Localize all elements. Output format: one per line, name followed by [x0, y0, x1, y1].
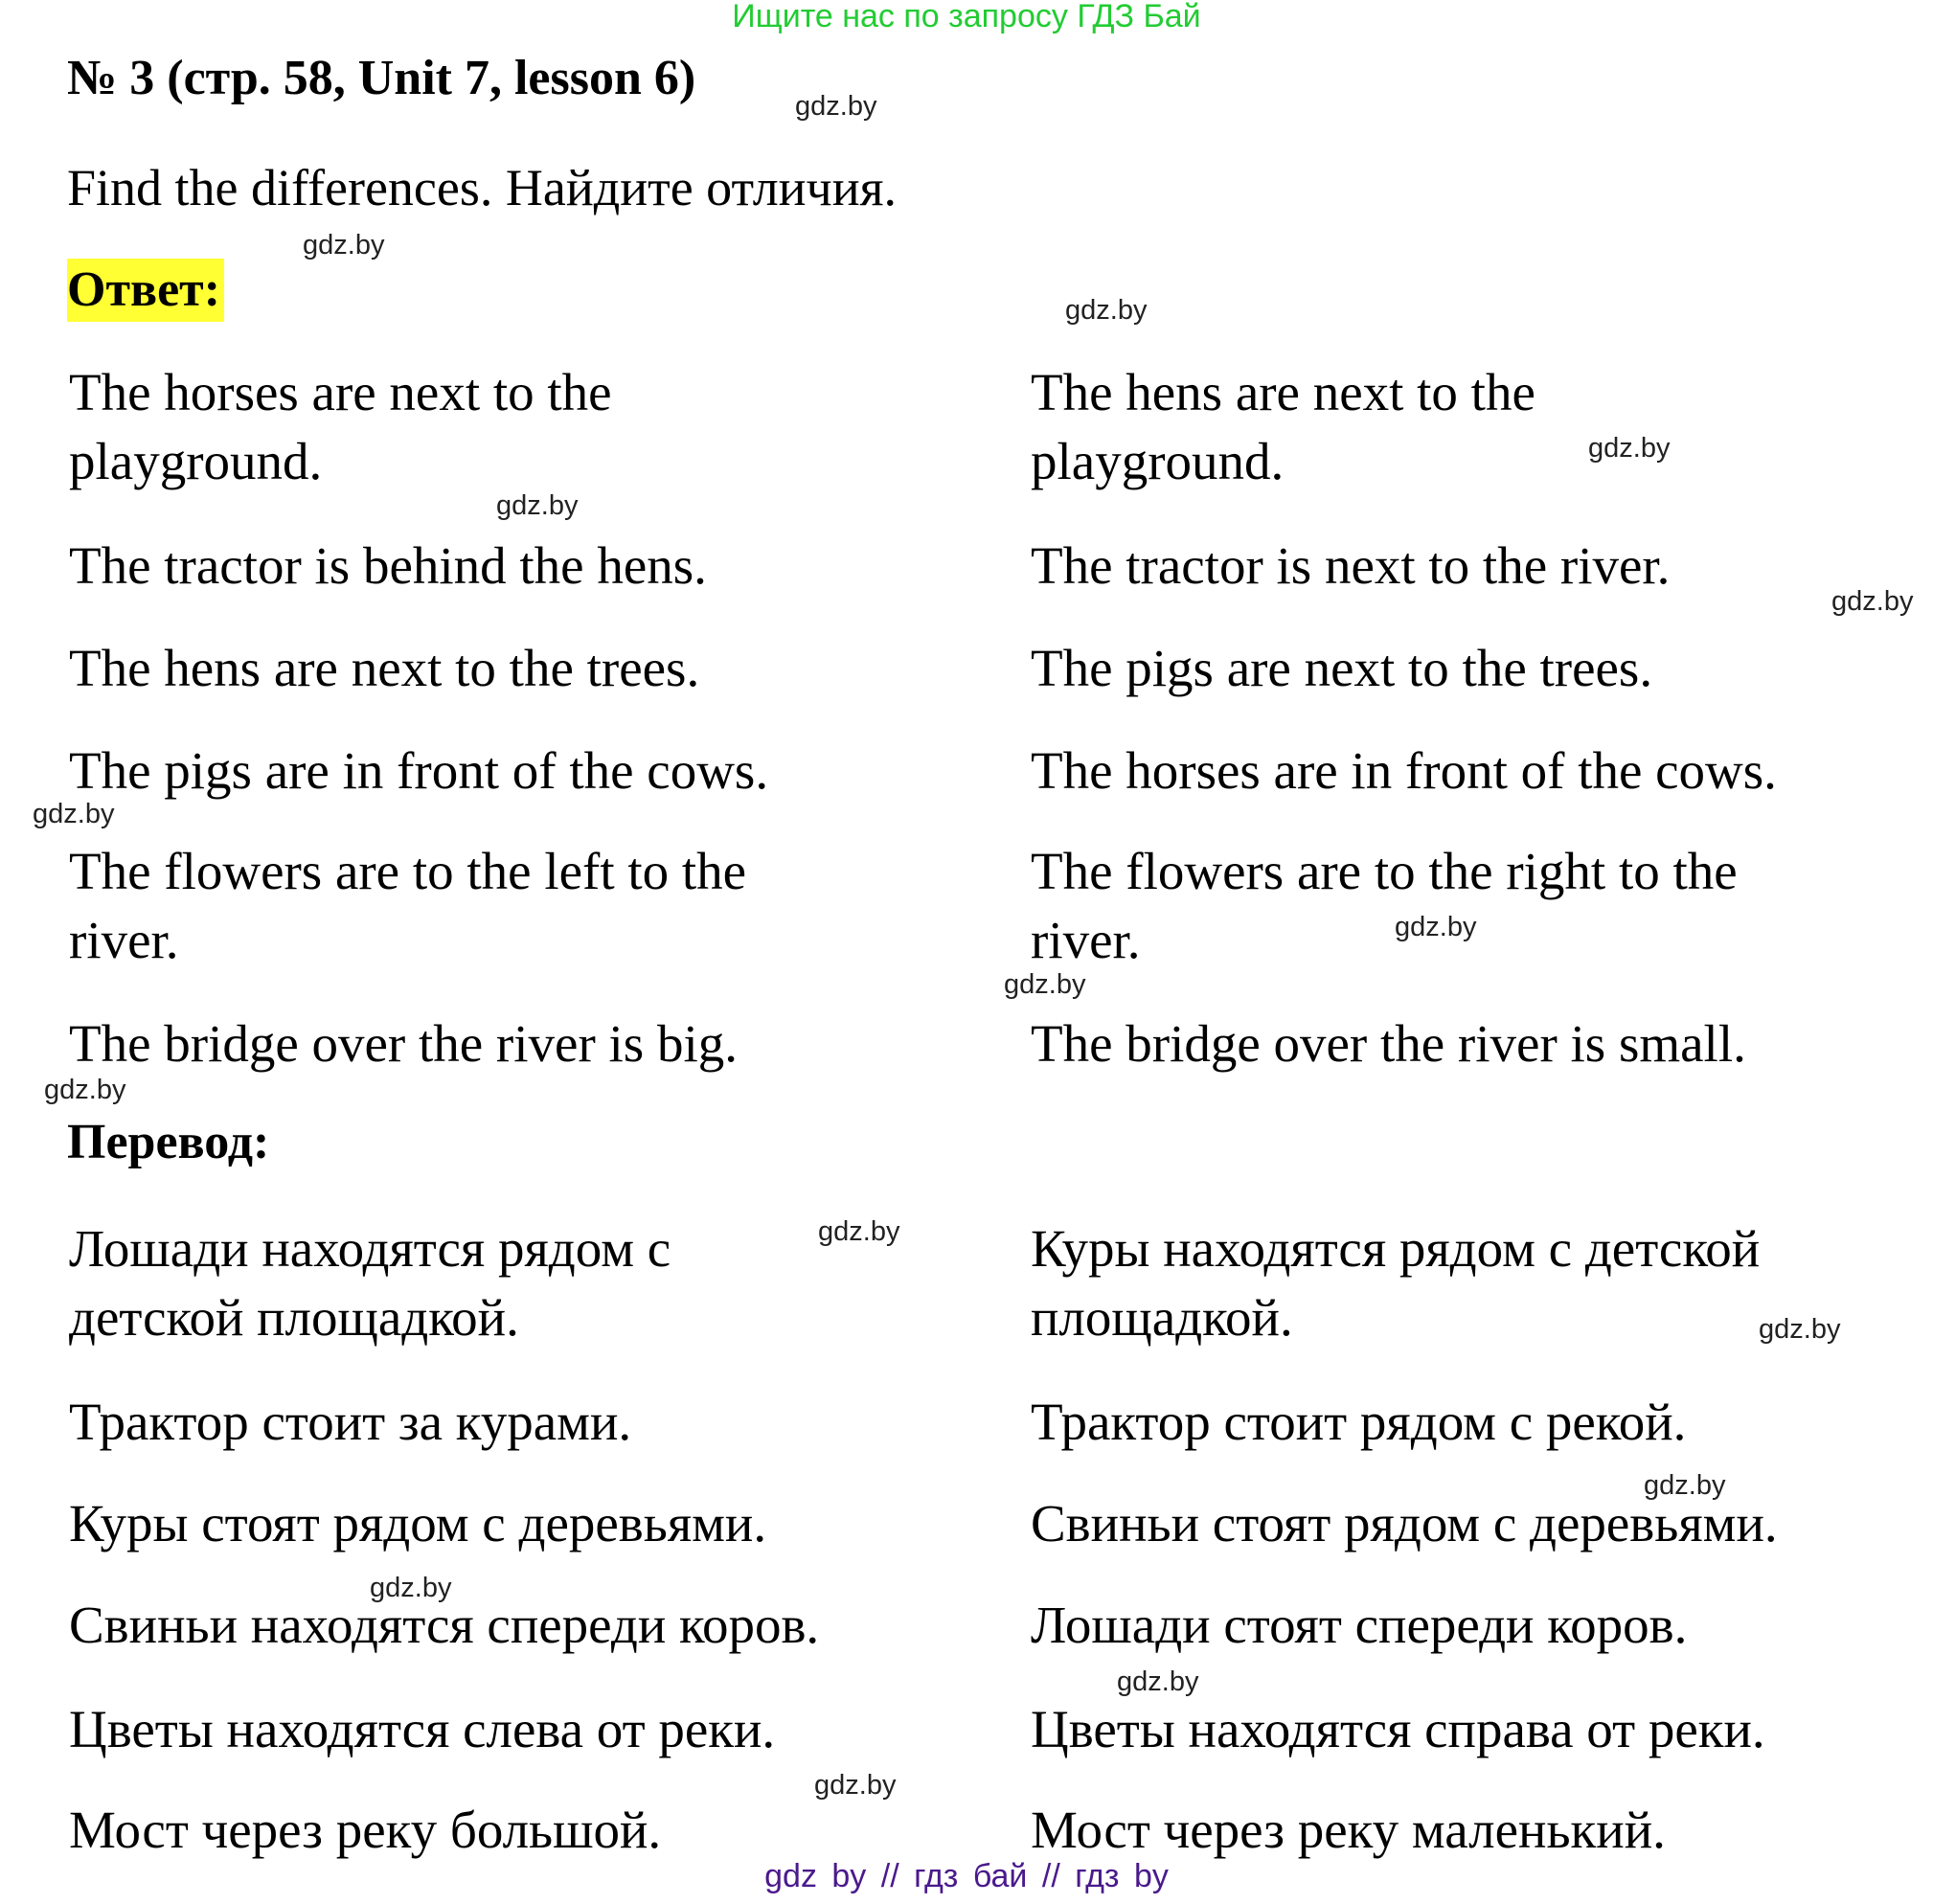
translation-line: Лошади находятся рядом с [69, 1219, 671, 1278]
answer-right-3: The pigs are next to the trees. [1031, 639, 1653, 697]
watermark: gdz.by [496, 490, 579, 521]
answer-left-2: The tractor is behind the hens. [69, 536, 707, 595]
watermark: gdz.by [1831, 586, 1914, 617]
translation-left-6: Мост через реку большой. [69, 1801, 662, 1859]
exercise-title: № 3 (стр. 58, Unit 7, lesson 6) [67, 51, 696, 105]
search-banner: Ищите нас по запросу ГДЗ Бай [732, 0, 1201, 34]
translation-left-2: Трактор стоит за курами. [69, 1393, 632, 1451]
translation-left-4: Свиньи находятся спереди коров. [69, 1596, 820, 1654]
answer-line: The flowers are to the left to the [69, 842, 747, 900]
task-instruction: Find the differences. Найдите отличия. [67, 159, 897, 216]
translation-right-3: Свиньи стоят рядом с деревьями. [1031, 1494, 1778, 1553]
answer-right-6: The bridge over the river is small. [1031, 1014, 1746, 1073]
answer-line: The horses are next to the [69, 363, 612, 421]
translation-label: Перевод: [67, 1115, 270, 1169]
translation-right-4: Лошади стоят спереди коров. [1031, 1596, 1688, 1654]
watermark: gdz.by [303, 230, 385, 261]
watermark: gdz.by [1395, 912, 1477, 942]
answer-line: river. [1031, 911, 1141, 969]
watermark: gdz.by [1117, 1666, 1199, 1697]
answer-line: playground. [69, 432, 323, 490]
translation-left-3: Куры стоят рядом с деревьями. [69, 1494, 767, 1553]
answer-line: The flowers are to the right to the [1031, 842, 1738, 900]
watermark: gdz.by [1759, 1314, 1841, 1345]
watermark: gdz.by [1004, 969, 1086, 1000]
watermark: gdz.by [370, 1573, 452, 1603]
watermark: gdz.by [1588, 433, 1671, 464]
answer-right-1 [1031, 358, 1535, 496]
answer-right-5 [1031, 837, 1738, 975]
watermark: gdz.by [814, 1770, 897, 1801]
translation-right-5: Цветы находятся справа от реки. [1031, 1700, 1765, 1758]
watermark: gdz.by [795, 91, 877, 122]
answer-left-6: The bridge over the river is big. [69, 1014, 738, 1073]
watermark: gdz.by [33, 799, 115, 829]
translation-line: Куры находятся рядом с детской [1031, 1219, 1761, 1278]
translation-line: детской площадкой. [69, 1288, 519, 1347]
answer-label: Ответ: [67, 259, 224, 322]
watermark: gdz.by [1065, 295, 1148, 326]
watermark: gdz.by [818, 1216, 900, 1247]
translation-left-1 [69, 1214, 671, 1352]
answer-line: river. [69, 911, 179, 969]
watermark: gdz.by [44, 1075, 126, 1105]
translation-right-2: Трактор стоит рядом с рекой. [1031, 1393, 1687, 1451]
translation-right-1 [1031, 1214, 1760, 1352]
translation-left-5: Цветы находятся слева от реки. [69, 1700, 776, 1758]
answer-line: The hens are next to the [1031, 363, 1535, 421]
footer-links: gdz by // гдз бай // гдз by [764, 1858, 1169, 1894]
answer-left-4: The pigs are in front of the cows. [69, 741, 769, 800]
answer-left-1 [69, 358, 612, 496]
answer-line: playground. [1031, 432, 1285, 490]
translation-line: площадкой. [1031, 1288, 1293, 1347]
translation-right-6: Мост через реку маленький. [1031, 1801, 1666, 1859]
answer-left-5 [69, 837, 746, 975]
answer-right-4: The horses are in front of the cows. [1031, 741, 1777, 800]
watermark: gdz.by [1644, 1470, 1726, 1501]
answer-right-2: The tractor is next to the river. [1031, 536, 1671, 595]
answer-left-3: The hens are next to the trees. [69, 639, 700, 697]
